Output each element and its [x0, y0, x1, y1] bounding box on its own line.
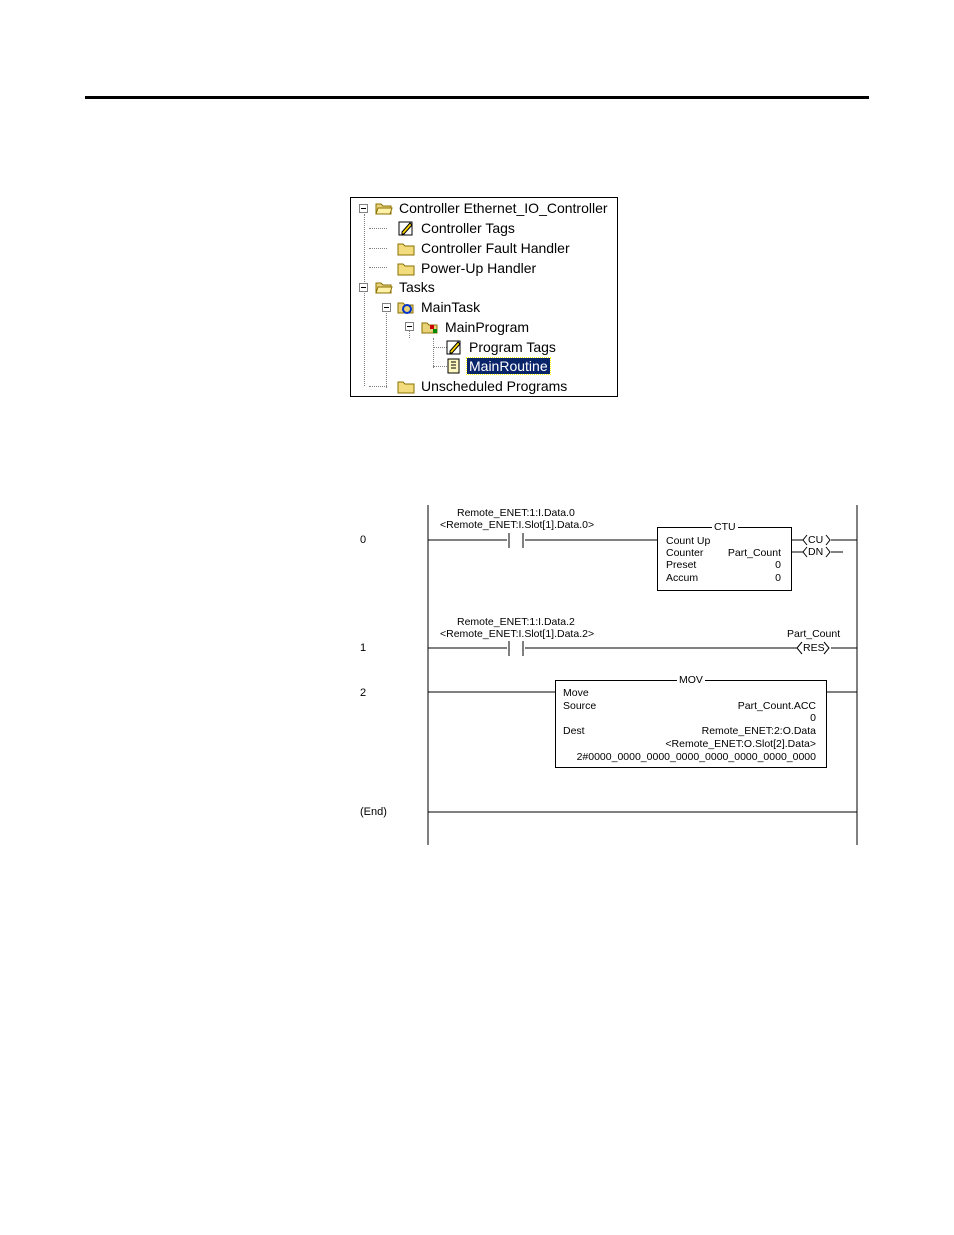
rung-number: 2 [360, 687, 367, 699]
tree-item-label: MainRoutine [469, 358, 548, 374]
tree-item-label: Controller Fault Handler [421, 240, 570, 256]
mov-dest-label: Dest [563, 725, 585, 737]
mov-title: MOV [679, 674, 703, 686]
contact-tag[interactable]: Remote_ENET:1:I.Data.2 [457, 616, 575, 628]
ctu-row-label: Count Up [666, 535, 711, 547]
contact-alias: <Remote_ENET:I.Slot[1].Data.2> [440, 628, 595, 640]
contact-alias: <Remote_ENET:I.Slot[1].Data.0> [440, 519, 595, 531]
coil-tag[interactable]: Part_Count [787, 628, 841, 640]
tree-item-label: Power-Up Handler [421, 260, 537, 276]
mov-dest-value: 2#0000_0000_0000_0000_0000_0000_0000_0000 [576, 751, 816, 763]
tree-item-label: MainProgram [445, 319, 530, 335]
mov-source-value: 0 [810, 712, 816, 724]
tree-item-label: Controller Ethernet_IO_Controller [399, 200, 608, 216]
end-rung-label: (End) [360, 806, 387, 818]
ctu-row-label: Accum [666, 572, 699, 584]
rung-number: 1 [360, 642, 367, 654]
mov-move-label: Move [563, 687, 589, 699]
ctu-dn-output: DN [808, 546, 824, 558]
ctu-instruction-block[interactable] [657, 521, 792, 591]
tree-item-label: Tasks [399, 279, 435, 295]
tree-item-label: MainTask [421, 299, 481, 315]
ctu-cu-output: CU [808, 534, 824, 546]
mov-source-tag[interactable]: Part_Count.ACC [737, 700, 816, 712]
rung-number: 0 [360, 534, 367, 546]
ctu-accum-value[interactable]: 0 [775, 572, 781, 584]
mov-instruction-block[interactable] [555, 674, 827, 768]
ctu-preset-value[interactable]: 0 [775, 559, 781, 571]
ctu-row-label: Counter [666, 547, 704, 559]
tree-item-label: Unscheduled Programs [421, 378, 568, 394]
contact-tag[interactable]: Remote_ENET:1:I.Data.0 [457, 507, 575, 519]
tree-item-label: Program Tags [469, 339, 556, 355]
ctu-row-label: Preset [666, 559, 697, 571]
mov-source-label: Source [563, 700, 597, 712]
res-coil-label: RES [803, 642, 825, 654]
ctu-title: CTU [714, 521, 736, 533]
xic-contact[interactable] [505, 534, 527, 550]
ctu-counter-tag[interactable]: Part_Count [727, 547, 781, 559]
mov-dest-tag[interactable]: Remote_ENET:2:O.Data [701, 725, 816, 737]
tree-item-label: Controller Tags [421, 220, 515, 236]
xic-contact[interactable] [505, 642, 527, 658]
mov-dest-alias: <Remote_ENET:O.Slot[2].Data> [665, 738, 816, 750]
